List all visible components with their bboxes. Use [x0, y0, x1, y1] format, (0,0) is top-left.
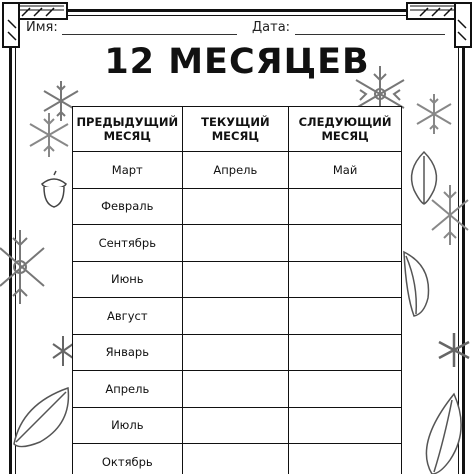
page-title: 12 МЕСЯЦЕВ [104, 42, 370, 82]
leaf-icon [398, 248, 434, 318]
column-header-next [289, 107, 402, 152]
snowflake-icon [24, 110, 74, 160]
next-month-cell[interactable] [289, 407, 402, 444]
next-month-cell[interactable]: Май [289, 152, 402, 189]
previous-month-cell: Сентябрь [73, 225, 183, 262]
previous-month-cell: Июль [73, 407, 183, 444]
next-month-cell[interactable] [289, 371, 402, 408]
previous-month-cell: Январь [73, 334, 183, 371]
table-header-row [73, 107, 402, 152]
next-month-cell[interactable] [289, 444, 402, 474]
next-month-cell[interactable] [289, 188, 402, 225]
previous-month-cell: Июнь [73, 261, 183, 298]
previous-month-cell: Август [73, 298, 183, 335]
previous-month-cell: Апрель [73, 371, 183, 408]
table-row [73, 261, 402, 298]
name-field[interactable] [62, 34, 237, 35]
table-row [73, 225, 402, 262]
snowflake-icon [434, 330, 474, 370]
current-month-cell[interactable] [182, 298, 289, 335]
column-header-label: ТЕКУЩИЙ МЕСЯЦ [201, 115, 270, 143]
table-row [73, 334, 402, 371]
months-table [72, 106, 402, 474]
table-row [73, 371, 402, 408]
current-month-cell[interactable] [182, 225, 289, 262]
leaf-icon [404, 150, 444, 206]
current-month-cell[interactable] [182, 444, 289, 474]
acorn-icon [36, 170, 72, 210]
next-month-cell[interactable] [289, 261, 402, 298]
current-month-cell[interactable] [182, 334, 289, 371]
column-header-label: СЛЕДУЮЩИЙ МЕСЯЦ [298, 115, 392, 143]
previous-month-cell: Март [73, 152, 183, 189]
table-row [73, 298, 402, 335]
current-month-cell[interactable]: Апрель [182, 152, 289, 189]
current-month-cell[interactable] [182, 261, 289, 298]
leaf-icon [410, 390, 470, 474]
name-label: Имя: [26, 20, 58, 35]
leaf-icon [10, 384, 72, 450]
table-row [73, 407, 402, 444]
table-row [73, 188, 402, 225]
date-label: Дата: [252, 20, 291, 35]
table-row [73, 152, 402, 189]
current-month-cell[interactable] [182, 407, 289, 444]
previous-month-cell: Октябрь [73, 444, 183, 474]
current-month-cell[interactable] [182, 371, 289, 408]
column-header-label: ПРЕДЫДУЩИЙ МЕСЯЦ [76, 115, 179, 143]
next-month-cell[interactable] [289, 298, 402, 335]
table-row [73, 444, 402, 474]
column-header-current [182, 107, 289, 152]
previous-month-cell: Февраль [73, 188, 183, 225]
column-header-previous [73, 107, 183, 152]
date-field[interactable] [295, 34, 445, 35]
current-month-cell[interactable] [182, 188, 289, 225]
snowflake-icon [52, 334, 74, 368]
next-month-cell[interactable] [289, 334, 402, 371]
next-month-cell[interactable] [289, 225, 402, 262]
snowflake-icon [410, 90, 458, 138]
snowflake-icon [0, 222, 54, 312]
